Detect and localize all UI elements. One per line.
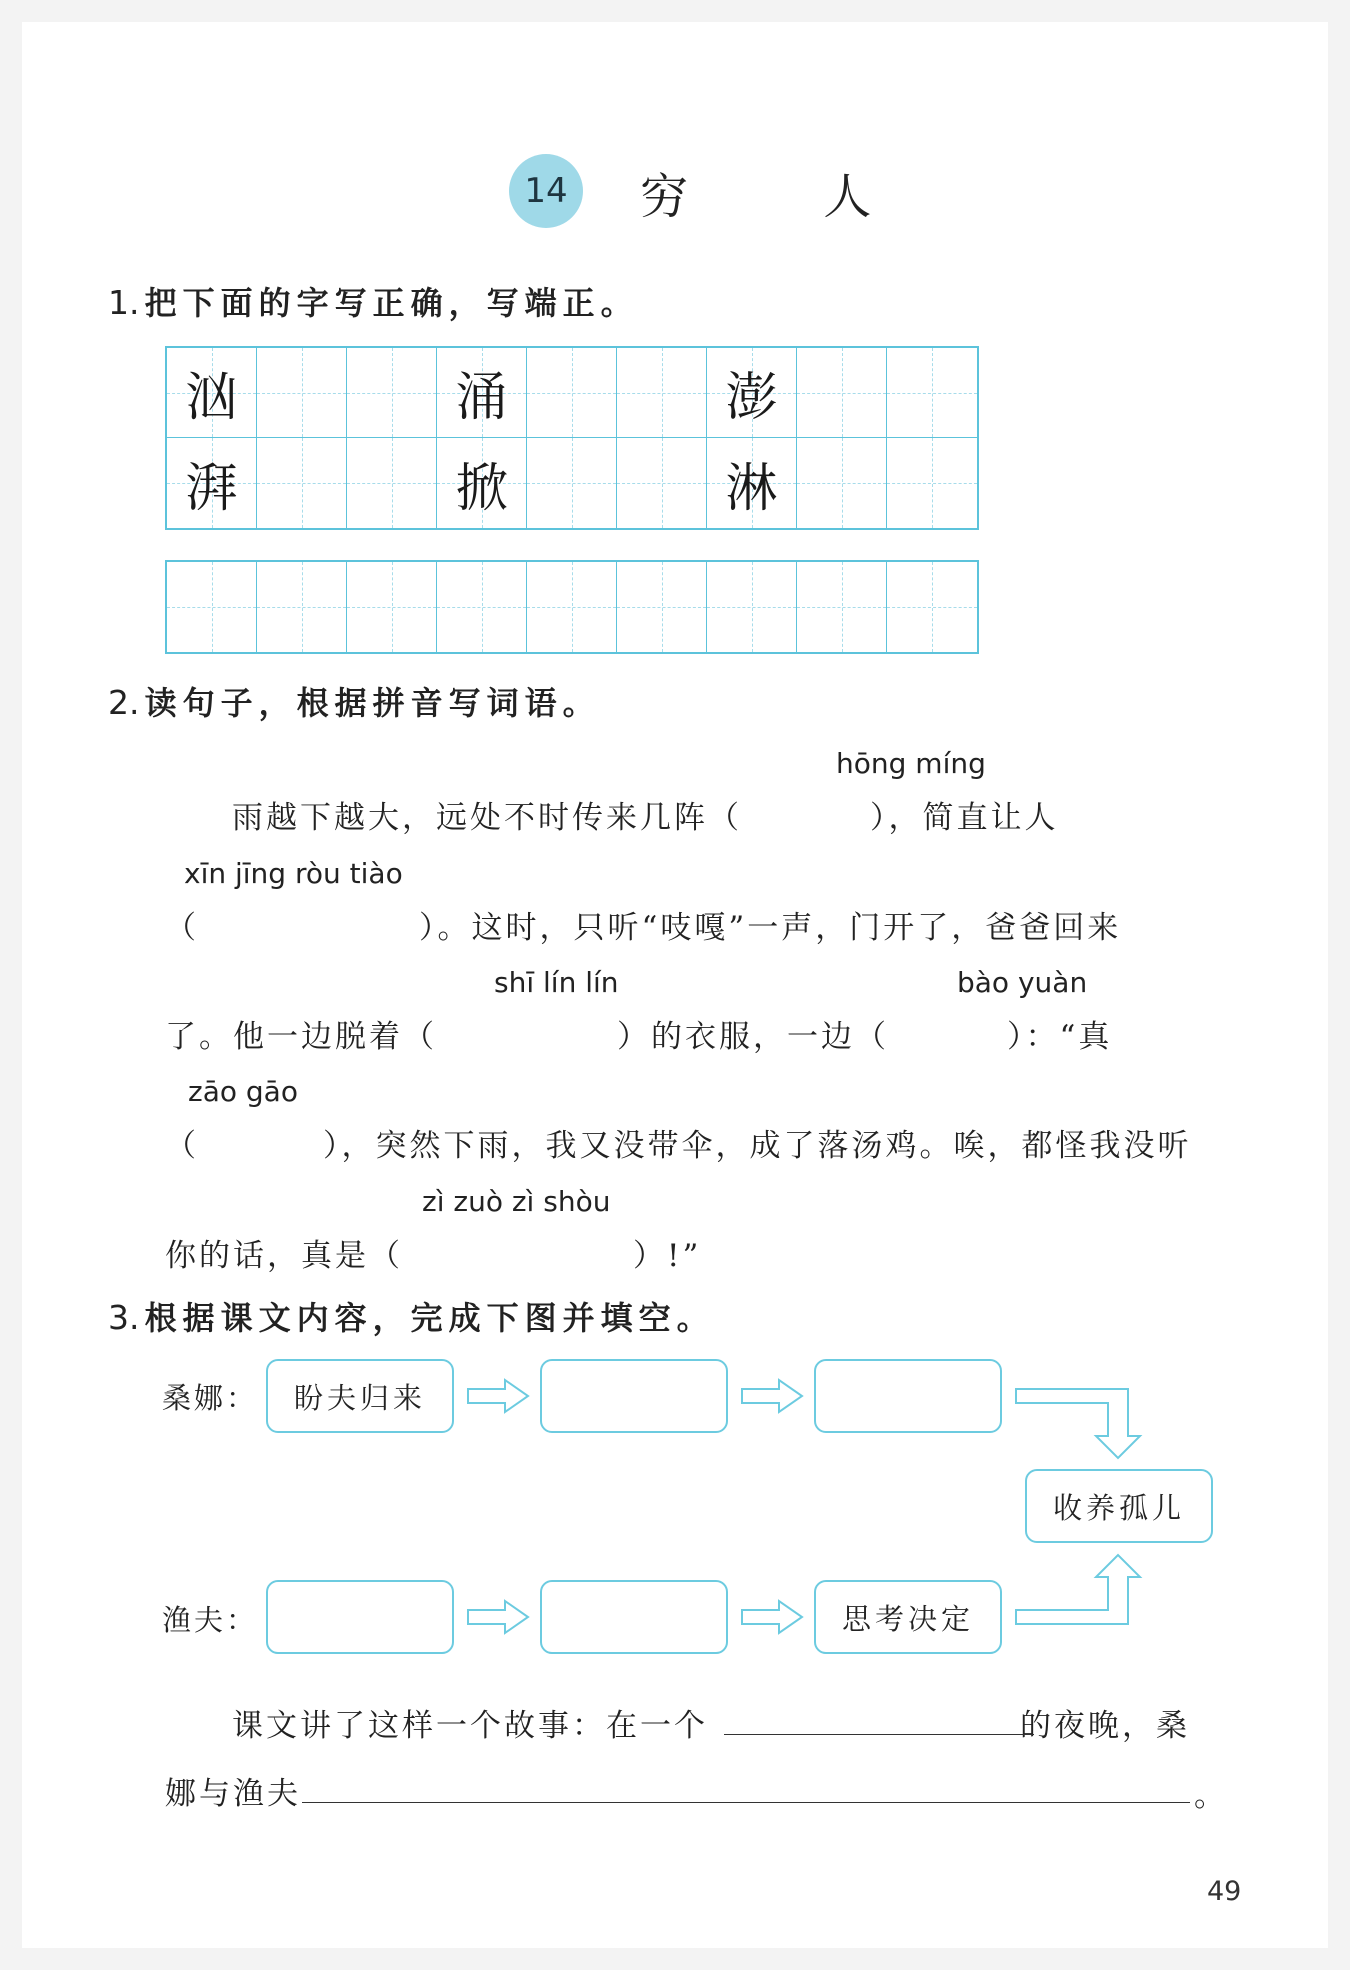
- grid-cell-character: [167, 438, 257, 528]
- passage-text: 雨越下越大，远处不时传来几阵（: [232, 800, 742, 836]
- grid-cell-empty[interactable]: [707, 562, 797, 652]
- grid-cell-empty[interactable]: [887, 348, 977, 438]
- passage-line-5: [165, 1230, 701, 1275]
- pinyin-xin-jing-rou-tiao: xīn jīng ròu tiào: [184, 857, 403, 890]
- lesson-title: 穷 人: [640, 169, 932, 225]
- grid-cell-character: [707, 348, 797, 438]
- grid-cell-empty[interactable]: [617, 562, 707, 652]
- grid-character: 掀: [455, 458, 508, 519]
- grid-cell-character: [167, 348, 257, 438]
- yufu-label: 渔夫：: [162, 1603, 259, 1637]
- passage-line-3: [165, 1011, 1112, 1056]
- passage-text: ）的衣服，一边（: [617, 1019, 889, 1055]
- grid-cell-empty[interactable]: [887, 438, 977, 528]
- character-writing-grid: [165, 346, 979, 530]
- grid-cell-empty[interactable]: [347, 348, 437, 438]
- question-3: [108, 1293, 715, 1339]
- summary-line-1: [232, 1700, 1190, 1745]
- grid-cell-empty[interactable]: [617, 438, 707, 528]
- grid-cell-empty[interactable]: [527, 348, 617, 438]
- grid-character: 涌: [455, 368, 508, 428]
- grid-cell-empty[interactable]: [887, 562, 977, 652]
- grid-cell-empty[interactable]: [347, 438, 437, 528]
- grid-cell-empty[interactable]: [257, 348, 347, 438]
- grid-cell-character: [437, 438, 527, 528]
- passage-line-4: [165, 1120, 1192, 1165]
- question-3-text: 根据课文内容，完成下图并填空。: [144, 1299, 715, 1337]
- grid-cell-empty[interactable]: [257, 438, 347, 528]
- summary-line-2: [165, 1768, 301, 1813]
- question-1-text: 把下面的字写正确，写端正。: [144, 284, 639, 322]
- grid-cell-empty[interactable]: [617, 348, 707, 438]
- grid-character: 湃: [185, 458, 238, 519]
- question-2-number: 2.: [108, 683, 140, 722]
- summary-blank-1[interactable]: [724, 1734, 1034, 1735]
- passage-text: ）。这时，只听“吱嘎”一声，门开了，爸爸回来: [419, 910, 1122, 946]
- summary-blank-2[interactable]: [302, 1802, 1190, 1803]
- sangna-label: 桑娜：: [162, 1381, 259, 1415]
- grid-cell-empty[interactable]: [527, 438, 617, 528]
- passage-line-1: [232, 792, 1059, 837]
- blank-writing-grid: [165, 560, 979, 654]
- yufu-box-2[interactable]: [540, 1580, 728, 1654]
- grid-character: 澎: [725, 368, 778, 428]
- summary-text: 的夜晚，桑: [1020, 1708, 1190, 1744]
- passage-text: （: [165, 1128, 199, 1164]
- grid-character: 淋: [725, 458, 778, 519]
- grid-cell-character: [437, 348, 527, 438]
- question-1: [108, 278, 639, 324]
- question-1-number: 1.: [108, 283, 140, 322]
- question-2-text: 读句子，根据拼音写词语。: [144, 684, 601, 722]
- page-number: 49: [1207, 1876, 1242, 1907]
- yufu-box-3: 思考决定: [814, 1580, 1002, 1654]
- passage-text: ），突然下雨，我又没带伞，成了落汤鸡。唉，都怪我没听: [323, 1128, 1192, 1164]
- pinyin-hong-ming: hōng míng: [836, 747, 986, 780]
- pinyin-shi-lin-lin: shī lín lín: [494, 966, 619, 999]
- pinyin-zao-gao: zāo gāo: [188, 1075, 298, 1108]
- yufu-box-1[interactable]: [266, 1580, 454, 1654]
- passage-line-2: [165, 902, 1121, 947]
- passage-text: ）!”: [633, 1238, 702, 1274]
- grid-cell-empty[interactable]: [527, 562, 617, 652]
- grid-cell-empty[interactable]: [797, 348, 887, 438]
- grid-cell-empty[interactable]: [437, 562, 527, 652]
- question-2: [108, 678, 601, 724]
- pinyin-bao-yuan: bào yuàn: [957, 966, 1088, 999]
- sangna-box-1: 盼夫归来: [266, 1359, 454, 1433]
- summary-text: 课文讲了这样一个故事：在一个: [232, 1708, 708, 1744]
- grid-character: 汹: [185, 368, 238, 428]
- grid-cell-empty[interactable]: [797, 562, 887, 652]
- summary-end: 。: [1194, 1778, 1228, 1814]
- grid-cell-empty[interactable]: [347, 562, 437, 652]
- grid-cell-empty[interactable]: [167, 562, 257, 652]
- passage-text: （: [165, 910, 199, 946]
- sangna-box-2[interactable]: [540, 1359, 728, 1433]
- grid-cell-character: [707, 438, 797, 528]
- passage-text: ）：“真: [1007, 1019, 1113, 1055]
- lesson-number-badge: 14: [509, 154, 583, 228]
- grid-cell-empty[interactable]: [257, 562, 347, 652]
- sangna-box-3[interactable]: [814, 1359, 1002, 1433]
- grid-cell-empty[interactable]: [797, 438, 887, 528]
- question-3-number: 3.: [108, 1298, 140, 1337]
- summary-text: 娜与渔夫: [165, 1776, 301, 1812]
- passage-text: 了。他一边脱着（: [165, 1019, 437, 1055]
- passage-text: 你的话，真是（: [165, 1238, 403, 1274]
- passage-text: ），简直让人: [870, 800, 1059, 836]
- pinyin-zi-zuo-zi-shou: zì zuò zì shòu: [422, 1185, 611, 1218]
- center-box-adopt-orphans: 收养孤儿: [1025, 1469, 1213, 1543]
